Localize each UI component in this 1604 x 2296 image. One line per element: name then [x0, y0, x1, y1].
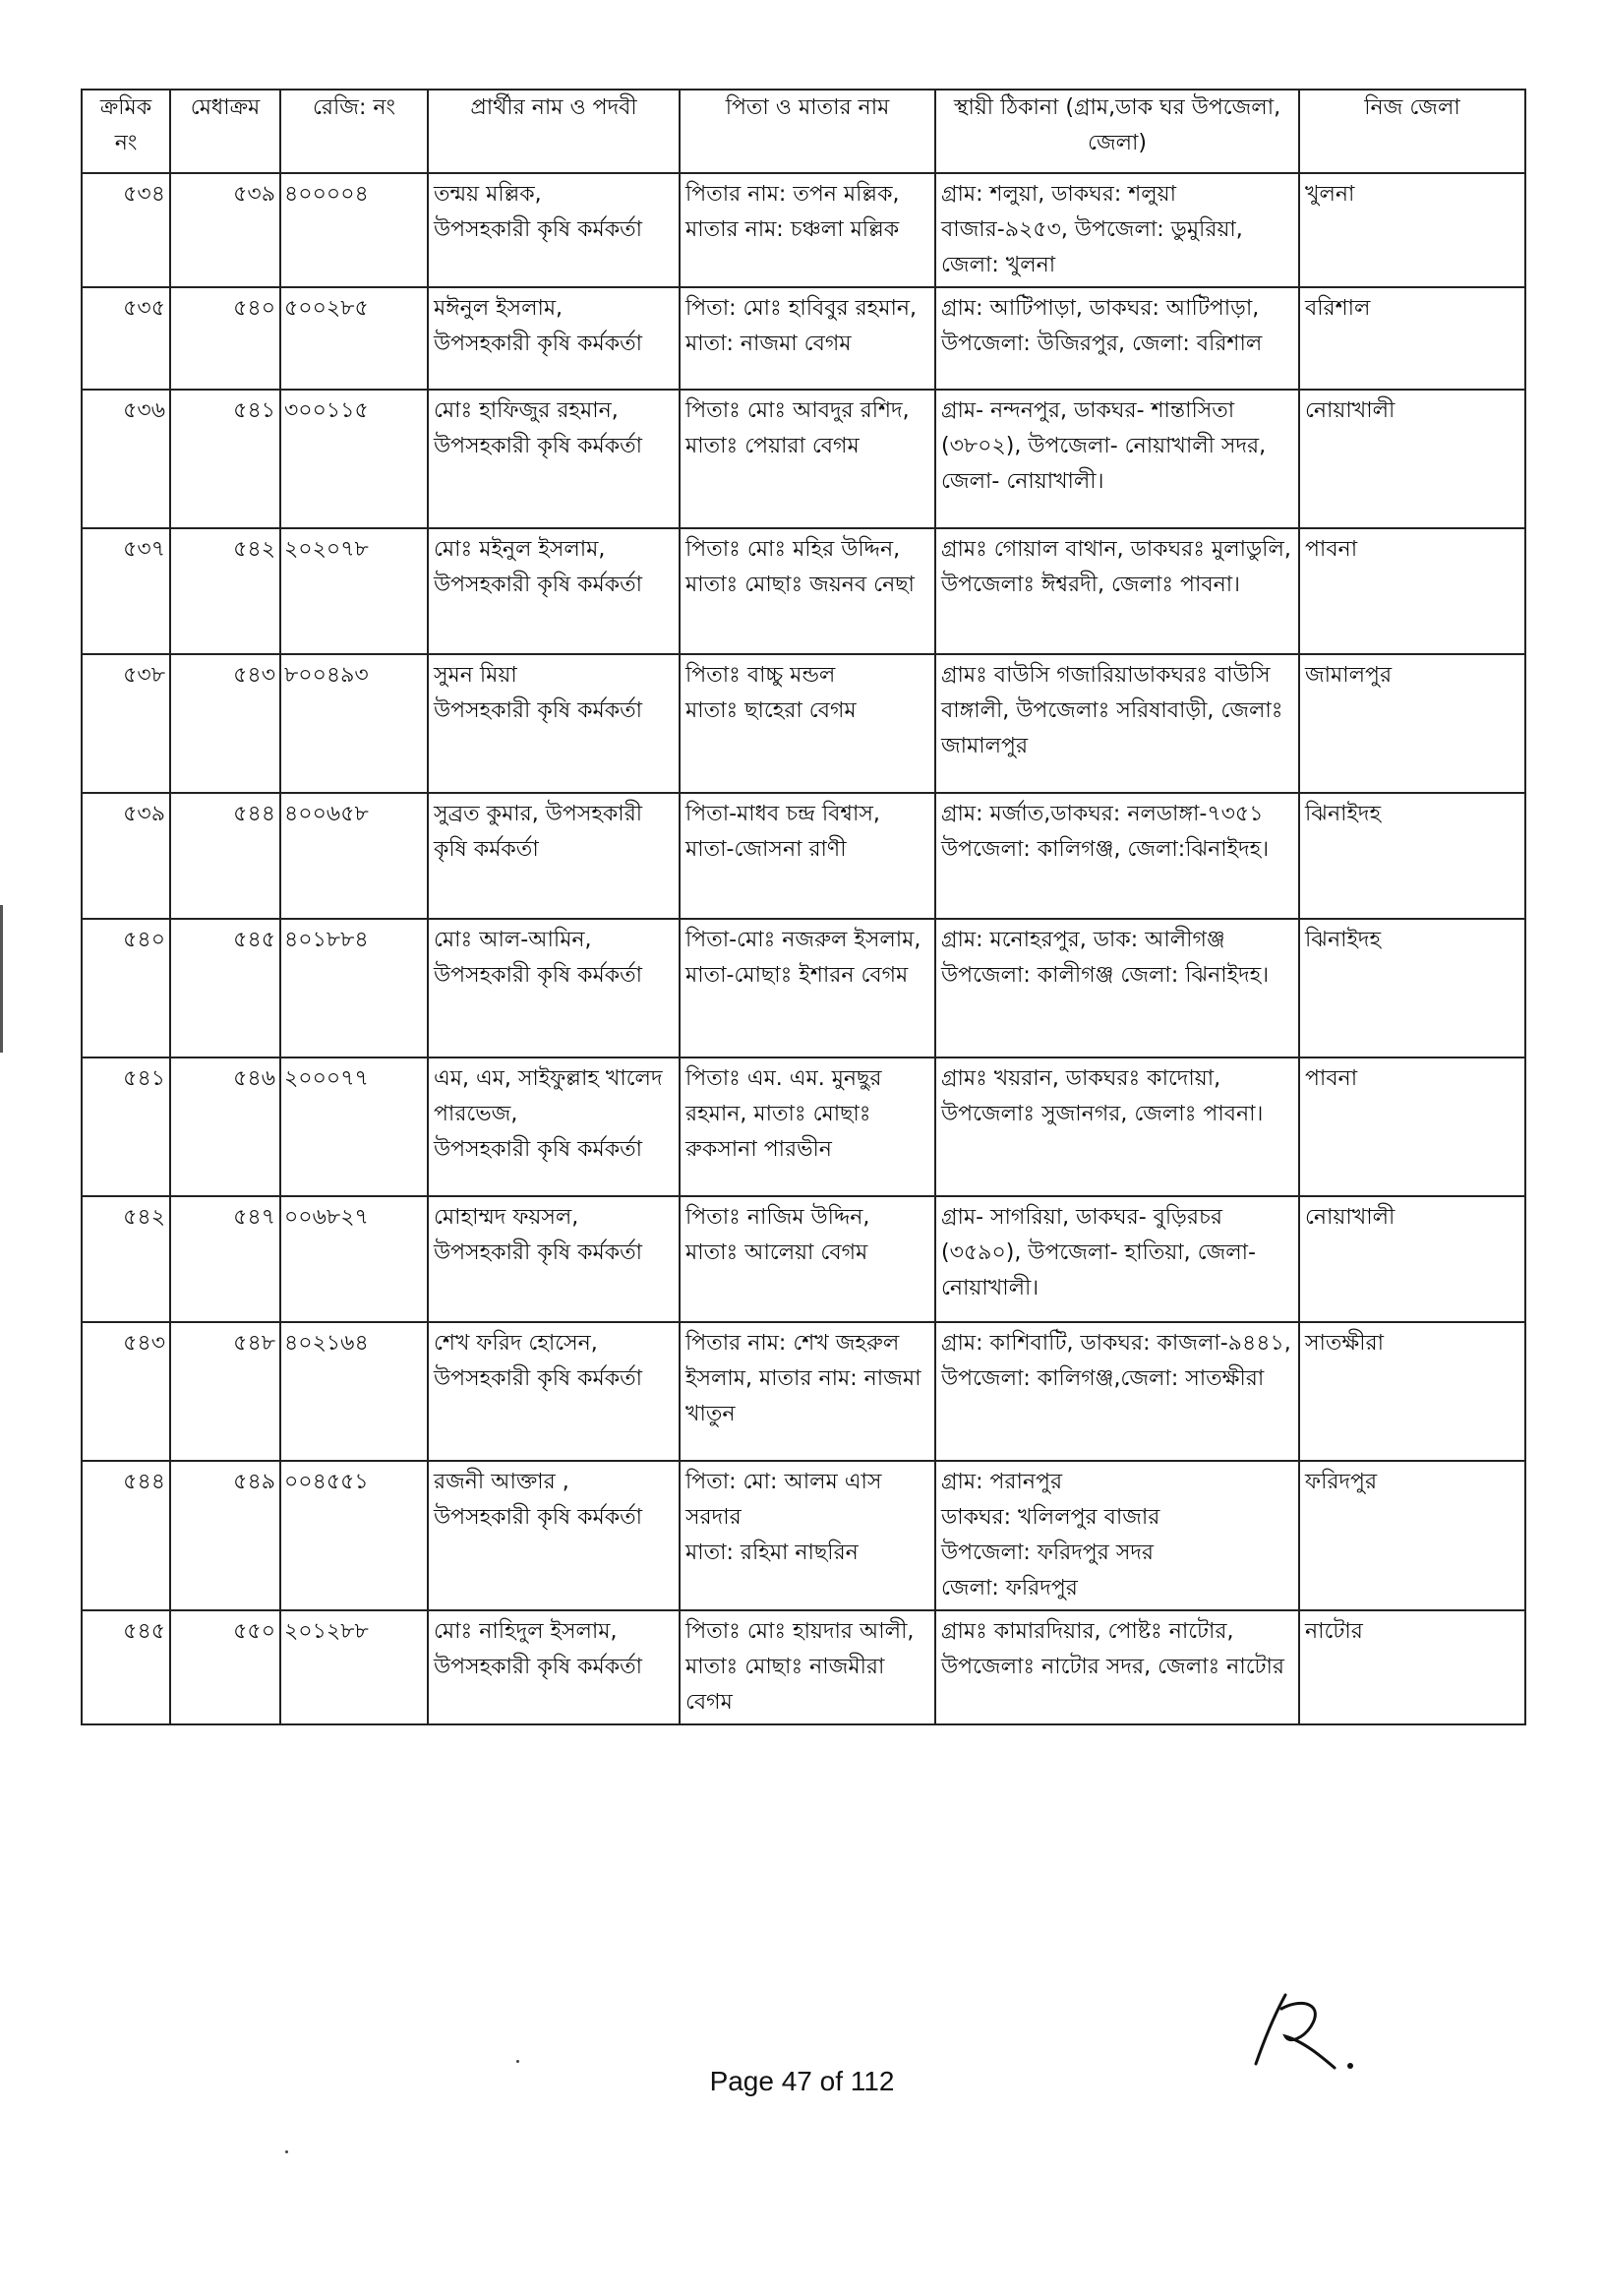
- cell-district: পাবনা: [1299, 528, 1525, 654]
- cell-district: খুলনা: [1299, 173, 1525, 287]
- cell-merit: ৫৪২: [170, 528, 280, 654]
- signature-initial: [1234, 1987, 1362, 2076]
- table-row: [82, 1610, 1525, 1724]
- cell-address: গ্রামঃ খয়রান, ডাকঘরঃ কাদোয়া, উপজেলাঃ সুজানগর, জেলাঃ পাবনা।: [935, 1057, 1299, 1196]
- cell-parents: পিতা-মাধব চন্দ্র বিশ্বাস, মাতা-জোসনা রাণী: [680, 793, 935, 919]
- table-row: [82, 793, 1525, 919]
- cell-name: এম, এম, সাইফুল্লাহ খালেদ পারভেজ, উপসহকারী কৃষি কর্মকর্তা: [428, 1057, 680, 1196]
- scan-speck: [285, 2150, 288, 2153]
- table-row: [82, 390, 1525, 528]
- cell-serial: ৫৩৭: [82, 528, 170, 654]
- cell-name: সুব্রত কুমার, উপসহকারী কৃষি কর্মকর্তা: [428, 793, 680, 919]
- cell-merit: ৫৪৩: [170, 654, 280, 793]
- cell-parents: পিতাঃ মোঃ হায়দার আলী, মাতাঃ মোছাঃ নাজমীরা বেগম: [680, 1610, 935, 1724]
- cell-serial: ৫৩৪: [82, 173, 170, 287]
- cell-reg-no: ২০০০৭৭: [280, 1057, 428, 1196]
- table-header-row: [82, 90, 1525, 173]
- cell-address: গ্রাম: মর্জাত,ডাকঘর: নলডাঙ্গা-৭৩৫১ উপজেলা: কালিগঞ্জ, জেলা:ঝিনাইদহ।: [935, 793, 1299, 919]
- cell-address: গ্রাম: শলুয়া, ডাকঘর: শলুয়া বাজার-৯২৫৩, উপজেলা: ডুমুরিয়া, জেলা: খুলনা: [935, 173, 1299, 287]
- cell-parents: পিতার নাম: শেখ জহরুল ইসলাম, মাতার নাম: নাজমা খাতুন: [680, 1322, 935, 1461]
- cell-name: মোঃ আল-আমিন, উপসহকারী কৃষি কর্মকর্তা: [428, 919, 680, 1057]
- cell-address: গ্রাম: মনোহরপুর, ডাক: আলীগঞ্জ উপজেলা: কালীগঞ্জ জেলা: ঝিনাইদহ।: [935, 919, 1299, 1057]
- cell-address: গ্রাম: আটিপাড়া, ডাকঘর: আটিপাড়া, উপজেলা: উজিরপুর, জেলা: বরিশাল: [935, 287, 1299, 390]
- cell-parents: পিতাঃ এম. এম. মুনছুর রহমান, মাতাঃ মোছাঃ রুকসানা পারভীন: [680, 1057, 935, 1196]
- cell-serial: ৫৩৮: [82, 654, 170, 793]
- cell-serial: ৫৪১: [82, 1057, 170, 1196]
- cell-parents: পিতার নাম: তপন মল্লিক, মাতার নাম: চঞ্চলা মল্লিক: [680, 173, 935, 287]
- cell-name: শেখ ফরিদ হোসেন, উপসহকারী কৃষি কর্মকর্তা: [428, 1322, 680, 1461]
- cell-serial: ৫৪২: [82, 1196, 170, 1322]
- cell-reg-no: ০০৬৮২৭: [280, 1196, 428, 1322]
- cell-reg-no: ২০২০৭৮: [280, 528, 428, 654]
- cell-merit: ৫৪৭: [170, 1196, 280, 1322]
- cell-merit: ৫৩৯: [170, 173, 280, 287]
- header-reg-no: রেজি: নং: [280, 90, 428, 173]
- cell-district: ঝিনাইদহ: [1299, 919, 1525, 1057]
- cell-serial: ৫৩৯: [82, 793, 170, 919]
- cell-name: রজনী আক্তার , উপসহকারী কৃষি কর্মকর্তা: [428, 1461, 680, 1610]
- cell-merit: ৫৪৬: [170, 1057, 280, 1196]
- cell-reg-no: ৩০০১১৫: [280, 390, 428, 528]
- cell-district: নোয়াখালী: [1299, 1196, 1525, 1322]
- cell-merit: ৫৪৫: [170, 919, 280, 1057]
- cell-reg-no: ৪০১৮৮৪: [280, 919, 428, 1057]
- header-name-designation: প্রার্থীর নাম ও পদবী: [428, 90, 680, 173]
- scan-margin-mark: [0, 905, 3, 1053]
- header-permanent-address: স্থায়ী ঠিকানা (গ্রাম,ডাক ঘর উপজেলা, জেলা): [935, 90, 1299, 173]
- cell-district: ঝিনাইদহ: [1299, 793, 1525, 919]
- table-row: [82, 919, 1525, 1057]
- cell-reg-no: ২০১২৮৮: [280, 1610, 428, 1724]
- cell-reg-no: ০০৪৫৫১: [280, 1461, 428, 1610]
- cell-reg-no: ৪০২১৬৪: [280, 1322, 428, 1461]
- cell-merit: ৫৪৯: [170, 1461, 280, 1610]
- cell-district: বরিশাল: [1299, 287, 1525, 390]
- cell-parents: পিতাঃ বাচ্চু মন্ডল মাতাঃ ছাহেরা বেগম: [680, 654, 935, 793]
- cell-serial: ৫৪০: [82, 919, 170, 1057]
- table-row: [82, 1461, 1525, 1610]
- cell-parents: পিতাঃ মোঃ আবদুর রশিদ, মাতাঃ পেয়ারা বেগম: [680, 390, 935, 528]
- cell-reg-no: ৫০০২৮৫: [280, 287, 428, 390]
- cell-merit: ৫৪১: [170, 390, 280, 528]
- cell-name: মোহাম্মদ ফয়সল, উপসহকারী কৃষি কর্মকর্তা: [428, 1196, 680, 1322]
- cell-address: গ্রাম- নন্দনপুর, ডাকঘর- শান্তাসিতা (৩৮০২), উপজেলা- নোয়াখালী সদর, জেলা- নোয়াখালী।: [935, 390, 1299, 528]
- cell-serial: ৫৪৩: [82, 1322, 170, 1461]
- cell-reg-no: ৮০০৪৯৩: [280, 654, 428, 793]
- table-row: [82, 1322, 1525, 1461]
- cell-district: সাতক্ষীরা: [1299, 1322, 1525, 1461]
- cell-address: গ্রাম: পরানপুর ডাকঘর: খলিলপুর বাজার উপজেলা: ফরিদপুর সদর জেলা: ফরিদপুর: [935, 1461, 1299, 1610]
- cell-parents: পিতাঃ মোঃ মহির উদ্দিন, মাতাঃ মোছাঃ জয়নব নেছা: [680, 528, 935, 654]
- cell-parents: পিতা: মোঃ হাবিবুর রহমান, মাতা: নাজমা বেগম: [680, 287, 935, 390]
- cell-reg-no: ৪০০০০৪: [280, 173, 428, 287]
- cell-serial: ৫৪৪: [82, 1461, 170, 1610]
- cell-address: গ্রামঃ কামারদিয়ার, পোষ্টঃ নাটোর, উপজেলাঃ নাটোর সদর, জেলাঃ নাটোর: [935, 1610, 1299, 1724]
- cell-address: গ্রামঃ গোয়াল বাথান, ডাকঘরঃ মুলাডুলি, উপজেলাঃ ঈশ্বরদী, জেলাঃ পাবনা।: [935, 528, 1299, 654]
- cell-name: সুমন মিয়া উপসহকারী কৃষি কর্মকর্তা: [428, 654, 680, 793]
- cell-address: গ্রামঃ বাউসি গজারিয়াডাকঘরঃ বাউসি বাঙ্গালী, উপজেলাঃ সরিষাবাড়ী, জেলাঃ জামালপুর: [935, 654, 1299, 793]
- cell-serial: ৫৪৫: [82, 1610, 170, 1724]
- cell-merit: ৫৪০: [170, 287, 280, 390]
- header-merit: মেধাক্রম: [170, 90, 280, 173]
- cell-address: গ্রাম- সাগরিয়া, ডাকঘর- বুড়িরচর (৩৫৯০), উপজেলা- হাতিয়া, জেলা- নোয়াখালী।: [935, 1196, 1299, 1322]
- cell-name: মোঃ হাফিজুর রহমান, উপসহকারী কৃষি কর্মকর্তা: [428, 390, 680, 528]
- cell-district: জামালপুর: [1299, 654, 1525, 793]
- header-home-district: নিজ জেলা: [1299, 90, 1525, 173]
- cell-parents: পিতা-মোঃ নজরুল ইসলাম, মাতা-মোছাঃ ইশারন বেগম: [680, 919, 935, 1057]
- cell-name: মঈনুল ইসলাম, উপসহকারী কৃষি কর্মকর্তা: [428, 287, 680, 390]
- cell-merit: ৫৪৮: [170, 1322, 280, 1461]
- cell-merit: ৫৪৪: [170, 793, 280, 919]
- cell-serial: ৫৩৫: [82, 287, 170, 390]
- cell-district: নাটোর: [1299, 1610, 1525, 1724]
- cell-district: পাবনা: [1299, 1057, 1525, 1196]
- table-row: [82, 287, 1525, 390]
- scan-speck: [516, 2060, 519, 2063]
- cell-name: মোঃ মইনুল ইসলাম, উপসহকারী কৃষি কর্মকর্তা: [428, 528, 680, 654]
- cell-district: নোয়াখালী: [1299, 390, 1525, 528]
- cell-merit: ৫৫০: [170, 1610, 280, 1724]
- cell-parents: পিতা: মো: আলম এাস সরদার মাতা: রহিমা নাছরিন: [680, 1461, 935, 1610]
- cell-address: গ্রাম: কাশিবাটি, ডাকঘর: কাজলা-৯৪৪১, উপজেলা: কালিগঞ্জ,জেলা: সাতক্ষীরা: [935, 1322, 1299, 1461]
- cell-name: মোঃ নাহিদুল ইসলাম, উপসহকারী কৃষি কর্মকর্তা: [428, 1610, 680, 1724]
- cell-parents: পিতাঃ নাজিম উদ্দিন, মাতাঃ আলেয়া বেগম: [680, 1196, 935, 1322]
- candidate-table: [81, 89, 1526, 1725]
- cell-reg-no: ৪০০৬৫৮: [280, 793, 428, 919]
- table-row: [82, 654, 1525, 793]
- cell-serial: ৫৩৬: [82, 390, 170, 528]
- table-row: [82, 173, 1525, 287]
- table-row: [82, 528, 1525, 654]
- table-row: [82, 1196, 1525, 1322]
- page-number: Page 47 of 112: [709, 2066, 895, 2096]
- header-serial: ক্রমিক নং: [82, 90, 170, 173]
- table-row: [82, 1057, 1525, 1196]
- cell-name: তন্ময় মল্লিক, উপসহকারী কৃষি কর্মকর্তা: [428, 173, 680, 287]
- cell-district: ফরিদপুর: [1299, 1461, 1525, 1610]
- header-parents: পিতা ও মাতার নাম: [680, 90, 935, 173]
